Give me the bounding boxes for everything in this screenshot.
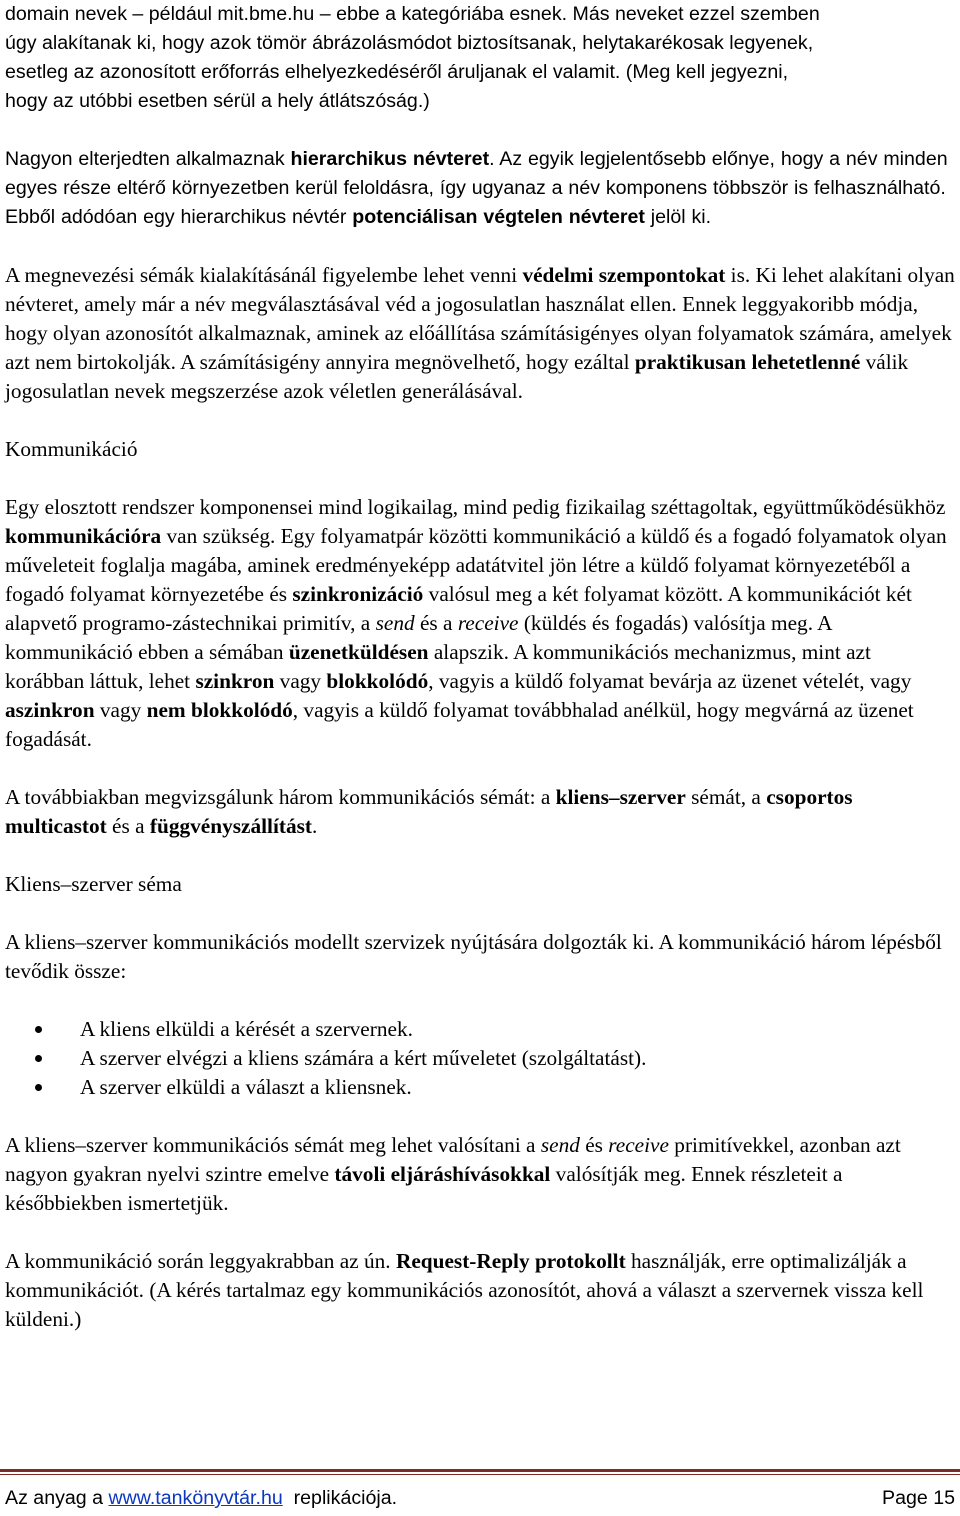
paragraph-domain-names: domain nevek – például mit.bme.hu – ebbe a kategóriába esnek. Más neveket ezzel szemben úgy alakítanak ki, hogy azok tömör ábrázolásmódot biztosítsanak, helytakarékosak legyenek, esetleg az azonosított erőforrás elhelyezkedéséről áruljanak el valamit. (Meg kell jegyezni, hogy az utóbbi esetben sérül a hely átlátszóság.) bbox=[5, 3, 820, 112]
document-body bbox=[5, 0, 955, 1334]
paragraph-three-schemes: A továbbiakban megvizsgálunk három kommunikációs sémát: a kliens–szerver sémát, a csoportos multicastot és a függvényszállítást. bbox=[5, 785, 853, 838]
footer-divider-thin bbox=[0, 1474, 960, 1475]
term-hierarchical-namespace: hierarchikus névteret bbox=[290, 148, 490, 170]
footer-link[interactable]: www.tankönyvtár.hu bbox=[108, 1487, 283, 1509]
paragraph-rpc: A kliens–szerver kommunikációs sémát meg lehet valósítani a send és receive primitívekkel, azonban azt nagyon gyakran nyelvi szintre emelve távoli eljáráshívásokkal valósítják meg. Ennek részleteit a későbbiekben ismertetjük. bbox=[5, 1133, 901, 1215]
footer-divider-thick bbox=[0, 1469, 960, 1472]
paragraph-client-server-model: A kliens–szerver kommunikációs modellt szervizek nyújtására dolgozták ki. A kommunikáció három lépésből tevődik össze: bbox=[5, 930, 942, 983]
paragraph-communication: Egy elosztott rendszer komponensei mind logikailag, mind pedig fizikailag széttagoltak, együttműködésükhöz kommunikációra van szükség. Egy folyamatpár közötti kommunikáció a küldő és a fogadó folyamatok olyan műveleteit foglalja magába, aminek eredményeképp adatátvitel jön létre a küldő folyamat környezetéből a fogadó folyamat környezetébe és szinkronizáció valósul meg a két folyamat között. A kommunikációt két alapvető programo-zástechnikai primitív, a send és a receive (küldés és fogadás) valósítja meg. A kommunikáció ebben a sémában üzenetküldésen alapszik. A kommunikációs mechanizmus, mint azt korábban láttuk, lehet szinkron vagy blokkolódó, vagyis a küldő folyamat bevárja az üzenet vételét, vagy aszinkron vagy nem blokkolódó, vagyis a küldő folyamat továbbhalad anélkül, hogy megvárná az üzenet fogadását. bbox=[5, 495, 947, 751]
footer-credit: Az anyag a www.tankönyvtár.hu replikációja. bbox=[5, 1487, 398, 1509]
paragraph-hierarchical-namespace: Nagyon elterjedten alkalmaznak hierarchikus névteret. Az egyik legjelentősebb előnye, hogy a név minden egyes része eltérő környezetben kerül feloldásra, így ugyanaz a név komponens többször is felhasználható. Ebből adódóan egy hierarchikus névtér potenciálisan végtelen névteret jelöl ki. bbox=[5, 148, 948, 228]
paragraph-request-reply: A kommunikáció során leggyakrabban az ún. Request-Reply protokollt használják, erre optimalizálják a kommunikációt. (A kérés tartalmaz egy kommunikációs azonosítót, ahová a választ a szervernek vissza kell küldeni.) bbox=[5, 1249, 924, 1331]
list-item: A kliens elküldi a kérését a szervernek. bbox=[80, 1015, 955, 1044]
term-protection-aspects: védelmi szempontokat bbox=[522, 263, 726, 287]
step-list bbox=[5, 1015, 955, 1102]
term-practically-impossible: praktikusan lehetetlenné bbox=[634, 350, 861, 374]
list-item: A szerver elküldi a választ a kliensnek. bbox=[80, 1073, 955, 1102]
term-infinite-namespace: potenciálisan végtelen névteret bbox=[352, 206, 645, 228]
section-heading-communication: Kommunikáció bbox=[5, 437, 138, 461]
section-heading-client-server: Kliens–szerver séma bbox=[5, 872, 182, 896]
paragraph-protection: A megnevezési sémák kialakításánál figyelembe lehet venni védelmi szempontokat is. Ki lehet alakítani olyan névteret, amely már a név megválasztásával véd a jogosulatlan használat ellen. Ennek leggyakoribb módja, hogy olyan azonosítót alkalmaznak, aminek az előállítása számításigényes olyan folyamatok számára, amelyek azt nem birtokolják. A számításigény annyira megnövelhető, hogy ezáltal praktikusan lehetetlenné válik jogosulatlan nevek megszerzése azok véletlen generálásával. bbox=[5, 263, 955, 403]
list-item: A szerver elvégzi a kliens számára a kért műveletet (szolgáltatást). bbox=[80, 1044, 955, 1073]
page-number: Page 15 bbox=[882, 1487, 955, 1509]
